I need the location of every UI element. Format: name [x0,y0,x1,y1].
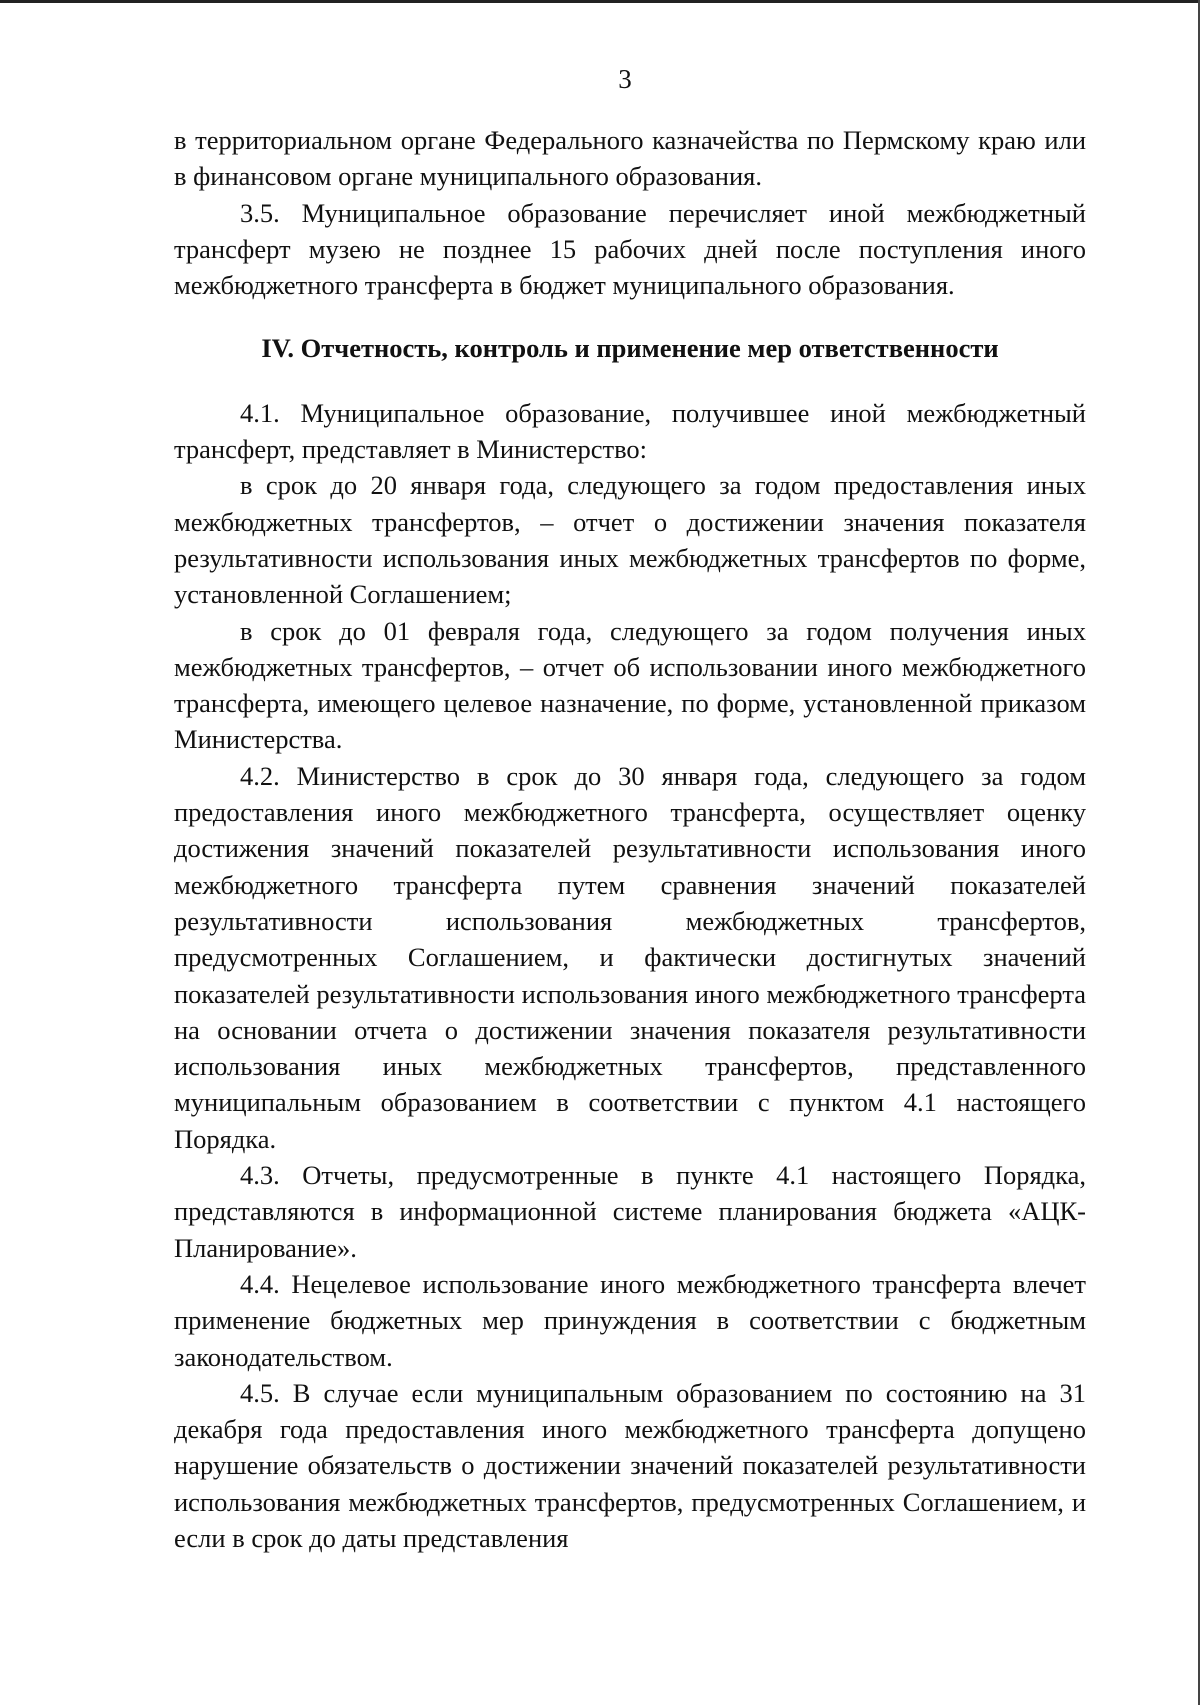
paragraph-4-2: 4.2. Министерство в срок до 30 января года, следующего за годом предоставления иного межбюджетного трансферта, осуществляет оценку достижения значений показателей результативности использования иного межбюджетного трансферта путем сравнения значений показателей результативности использования межбюджетных трансфертов, предусмотренных Соглашением, и фактически достигнутых значений показателей результативности использования иного межбюджетного трансферта на основании отчета о достижении значения показателя результативности использования иных межбюджетных трансфертов, представленного муниципальным образованием в соответствии с пунктом 4.1 настоящего Порядка. [174,760,1086,1154]
paragraph-4-1-a: в срок до 20 января года, следующего за годом предоставления иных межбюджетных трансфертов, – отчет о достижении значения показателя результативности использования иных межбюджетных трансфертов по форме, установленной Соглашением; [174,470,1086,610]
paragraph-4-1-b: в срок до 01 февраля года, следующего за годом получения иных межбюджетных трансфертов, – отчет об использовании иного межбюджетного трансферта, имеющего целевое назначение, по форме, установленной приказом Министерства. [174,615,1086,755]
document-body [174,122,1086,1556]
paragraph-4-1: 4.1. Муниципальное образование, получившее иной межбюджетный трансферт, представляет в Министерство: [174,397,1086,465]
paragraph-3-5: 3.5. Муниципальное образование перечисляет иной межбюджетный трансферт музею не позднее 15 рабочих дней после поступления иного межбюджетного трансферта в бюджет муниципального образования. [174,197,1086,301]
section-heading: IV. Отчетность, контроль и применение мер ответственности [261,333,999,364]
lead-paragraph: в территориальном органе Федерального казначейства по Пермскому краю или в финансовом органе муниципального образования. [174,125,1086,192]
paragraph-4-5: 4.5. В случае если муниципальным образованием по состоянию на 31 декабря года предоставления иного межбюджетного трансферта допущено нарушение обязательств о достижении значений показателей результативности использования межбюджетных трансфертов, предусмотренных Соглашением, и если в срок до даты представления [174,1377,1086,1553]
scan-top-edge [0,0,1200,3]
paragraph-4-4: 4.4. Нецелевое использование иного межбюджетного трансферта влечет применение бюджетных мер принуждения в соответствии с бюджетным законодательством. [174,1268,1086,1372]
page-number: 3 [618,64,632,94]
paragraph-4-3: 4.3. Отчеты, предусмотренные в пункте 4.1 настоящего Порядка, представляются в информационной системе планирования бюджета «АЦК-Планирование». [174,1160,1086,1263]
